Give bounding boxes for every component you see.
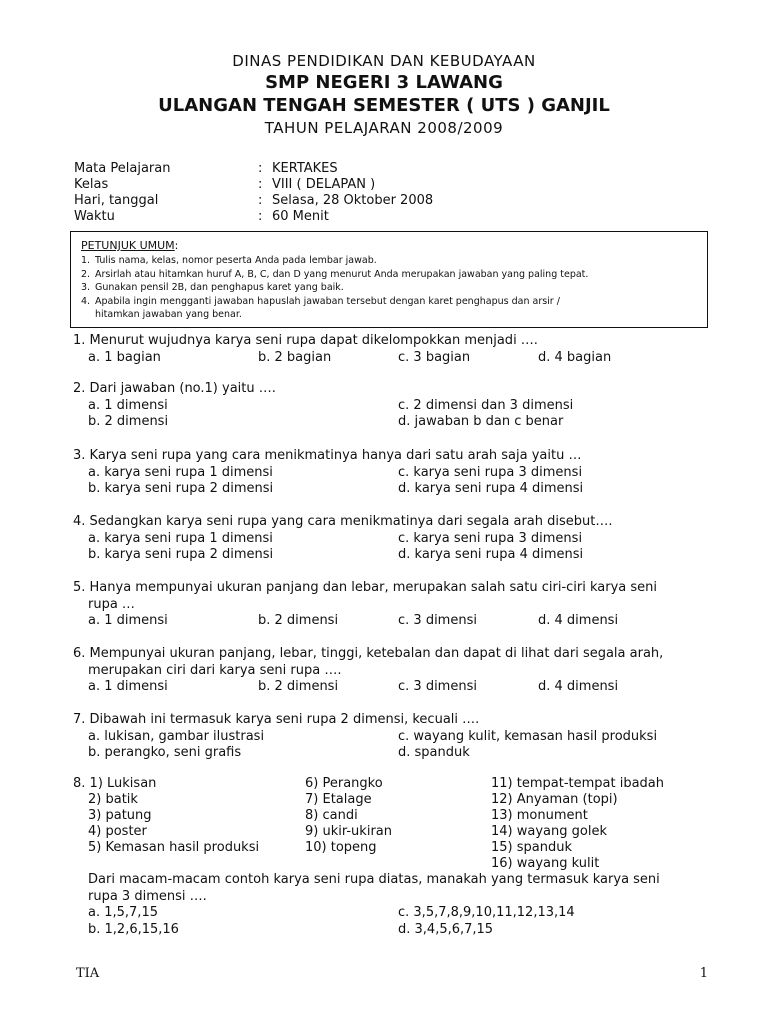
document-header	[0, 50, 768, 138]
info-colon: :	[258, 193, 263, 208]
instruction-item	[81, 254, 697, 268]
option-b[interactable]: b. 2 dimensi	[258, 613, 339, 628]
option-b[interactable]: b. 2 bagian	[258, 349, 332, 365]
instruction-item	[81, 281, 697, 295]
example-cell	[73, 776, 305, 792]
header-school: SMP NEGERI 3 LAWANG	[265, 72, 503, 93]
example-item: 13) monument	[491, 808, 588, 823]
example-item: 15) spanduk	[491, 840, 572, 855]
question-5	[73, 580, 713, 630]
page-number: 1	[699, 966, 708, 981]
question-number: 8.	[73, 776, 86, 791]
question-6	[73, 646, 713, 696]
info-value: KERTAKES	[272, 161, 338, 176]
example-item: 14) wayang golek	[491, 824, 607, 839]
option-a[interactable]: a. 1 bagian	[88, 349, 161, 365]
example-item	[305, 856, 491, 872]
option-a[interactable]: a. 1,5,7,15	[88, 905, 158, 920]
question-text: Dari macam-macam contoh karya seni rupa diatas, manakah yang termasuk karya seni	[88, 872, 660, 887]
answer-options-row	[73, 481, 713, 498]
example-row	[73, 824, 713, 840]
question-text: 2. Dari jawaban (no.1) yaitu ….	[73, 381, 276, 396]
question-text-continuation: merupakan ciri dari karya seni rupa ….	[88, 662, 342, 678]
info-colon: :	[258, 177, 263, 192]
answer-options-row	[73, 465, 713, 482]
instruction-number: 3.	[81, 282, 91, 293]
option-d[interactable]: d. karya seni rupa 4 dimensi	[398, 481, 584, 496]
answer-options-row	[73, 922, 713, 939]
info-row-class	[74, 177, 433, 193]
example-row	[73, 776, 713, 792]
header-department: DINAS PENDIDIKAN DAN KEBUDAYAAN	[232, 52, 536, 70]
option-d[interactable]: d. karya seni rupa 4 dimensi	[398, 547, 584, 562]
question-8	[73, 776, 713, 938]
answer-options	[73, 613, 713, 630]
question-text: 7. Dibawah ini termasuk karya seni rupa 2 dimensi, kecuali ….	[73, 712, 480, 727]
question-text: 5. Hanya mempunyai ukuran panjang dan lebar, merupakan salah satu ciri-ciri karya seni	[73, 580, 658, 595]
question-4	[73, 514, 713, 564]
answer-options	[73, 350, 713, 367]
instructions-title	[81, 237, 697, 254]
answer-options-row	[73, 547, 713, 564]
option-d[interactable]: d. 3,4,5,6,7,15	[398, 921, 494, 937]
instruction-number: 2.	[81, 268, 91, 280]
option-c[interactable]: c. 2 dimensi dan 3 dimensi	[398, 397, 574, 413]
question-text-continuation: rupa 3 dimensi ….	[88, 888, 207, 904]
option-c[interactable]: c. wayang kulit, kemasan hasil produksi	[398, 728, 658, 744]
question-text: 1. Menurut wujudnya karya seni rupa dapat dikelompokkan menjadi ….	[73, 333, 538, 348]
info-value: VIII ( DELAPAN )	[272, 177, 376, 192]
example-item: 10) topeng	[305, 840, 377, 855]
option-d[interactable]: d. jawaban b dan c benar	[398, 414, 564, 429]
info-row-subject	[74, 161, 433, 177]
example-row	[73, 856, 713, 872]
instructions-box	[70, 231, 708, 328]
example-row	[73, 808, 713, 824]
info-label: Kelas	[74, 177, 109, 192]
info-colon: :	[258, 209, 263, 224]
question-text: 6. Mempunyai ukuran panjang, lebar, tinggi, ketebalan dan dapat di lihat dari segala arah,	[73, 646, 664, 661]
example-item: 3) patung	[88, 808, 152, 823]
info-label: Hari, tanggal	[74, 193, 159, 208]
exam-info	[74, 161, 433, 225]
answer-options-row	[73, 745, 713, 762]
instruction-item	[81, 295, 697, 309]
answer-options-row	[73, 531, 713, 548]
option-d[interactable]: d. 4 dimensi	[538, 613, 619, 628]
option-d[interactable]: d. 4 dimensi	[538, 679, 619, 694]
option-a[interactable]: a. karya seni rupa 1 dimensi	[88, 464, 273, 480]
example-item: 1) Lukisan	[89, 776, 157, 791]
option-a[interactable]: a. karya seni rupa 1 dimensi	[88, 530, 273, 546]
example-item: 16) wayang kulit	[491, 856, 600, 871]
footer-author: TIA	[76, 966, 100, 981]
info-colon: :	[258, 161, 263, 176]
option-a[interactable]: a. 1 dimensi	[88, 397, 168, 413]
example-item: 2) batik	[88, 792, 138, 807]
option-c[interactable]: c. 3 bagian	[398, 349, 471, 365]
question-7	[73, 712, 713, 762]
example-item: 5) Kemasan hasil produksi	[88, 840, 260, 855]
example-item: 8) candi	[305, 808, 358, 823]
question-text-continuation: rupa …	[88, 596, 135, 612]
question-text: 3. Karya seni rupa yang cara menikmatinya hanya dari satu arah saja yaitu …	[73, 448, 582, 463]
info-label: Waktu	[74, 209, 115, 224]
question-3	[73, 448, 713, 498]
option-b[interactable]: b. perangko, seni grafis	[88, 745, 242, 760]
info-row-time	[74, 209, 433, 225]
option-d[interactable]: d. spanduk	[398, 745, 470, 760]
question-text: 4. Sedangkan karya seni rupa yang cara menikmatinya dari segala arah disebut….	[73, 514, 613, 529]
instruction-text: Gunakan pensil 2B, dan penghapus karet yang baik.	[95, 282, 344, 293]
question-1	[73, 333, 713, 366]
option-b[interactable]: b. 2 dimensi	[258, 679, 339, 694]
instructions-title-text: PETUNJUK UMUM	[81, 239, 175, 252]
example-row	[73, 792, 713, 808]
option-c[interactable]: c. 3,5,7,8,9,10,11,12,13,14	[398, 905, 575, 920]
instruction-number: 1.	[81, 255, 91, 266]
instruction-item	[81, 268, 697, 282]
info-row-date	[74, 193, 433, 209]
answer-options-row	[73, 905, 713, 922]
instruction-text: Tulis nama, kelas, nomor peserta Anda pada lembar jawab.	[95, 255, 377, 266]
instructions-title-colon: :	[174, 239, 179, 252]
info-label: Mata Pelajaran	[74, 161, 171, 176]
answer-options-row	[73, 729, 713, 746]
option-a[interactable]: a. 1 dimensi	[88, 613, 168, 628]
example-row	[73, 840, 713, 856]
instruction-number: 4.	[81, 295, 91, 307]
instruction-text: Arsirlah atau hitamkan huruf A, B, C, dan D yang menurut Anda merupakan jawaban yang paling tepat.	[95, 268, 589, 280]
option-c[interactable]: c. 3 dimensi	[398, 613, 477, 628]
option-b[interactable]: b. 2 dimensi	[88, 414, 169, 429]
header-exam-title: ULANGAN TENGAH SEMESTER ( UTS ) GANJIL	[158, 95, 610, 116]
answer-options-row	[73, 398, 713, 415]
option-a[interactable]: a. 1 dimensi	[88, 679, 168, 694]
header-academic-year: TAHUN PELAJARAN 2008/2009	[264, 119, 504, 137]
example-item: 7) Etalage	[305, 792, 372, 807]
example-item: 11) tempat-tempat ibadah	[491, 776, 665, 791]
example-item: 12) Anyaman (topi)	[491, 792, 618, 807]
option-a[interactable]: a. lukisan, gambar ilustrasi	[88, 728, 265, 744]
answer-options	[73, 679, 713, 696]
example-item	[88, 856, 305, 872]
example-item: 9) ukir-ukiran	[305, 824, 392, 839]
option-c[interactable]: c. karya seni rupa 3 dimensi	[398, 530, 583, 546]
instruction-text: Apabila ingin mengganti jawaban hapuslah jawaban tersebut dengan karet penghapus dan arsir /	[95, 295, 560, 307]
option-b[interactable]: b. karya seni rupa 2 dimensi	[88, 481, 274, 496]
info-value: 60 Menit	[272, 209, 329, 224]
option-b[interactable]: b. karya seni rupa 2 dimensi	[88, 547, 274, 562]
example-item: 4) poster	[88, 824, 147, 839]
option-d[interactable]: d. 4 bagian	[538, 349, 612, 365]
question-2	[73, 381, 713, 431]
answer-options-row	[73, 414, 713, 431]
example-item: 6) Perangko	[305, 776, 383, 791]
option-b[interactable]: b. 1,2,6,15,16	[88, 921, 179, 937]
option-c[interactable]: c. 3 dimensi	[398, 679, 477, 694]
info-value: Selasa, 28 Oktober 2008	[272, 193, 434, 208]
option-c[interactable]: c. karya seni rupa 3 dimensi	[398, 464, 583, 480]
instruction-continuation: hitamkan jawaban yang benar.	[95, 309, 242, 320]
